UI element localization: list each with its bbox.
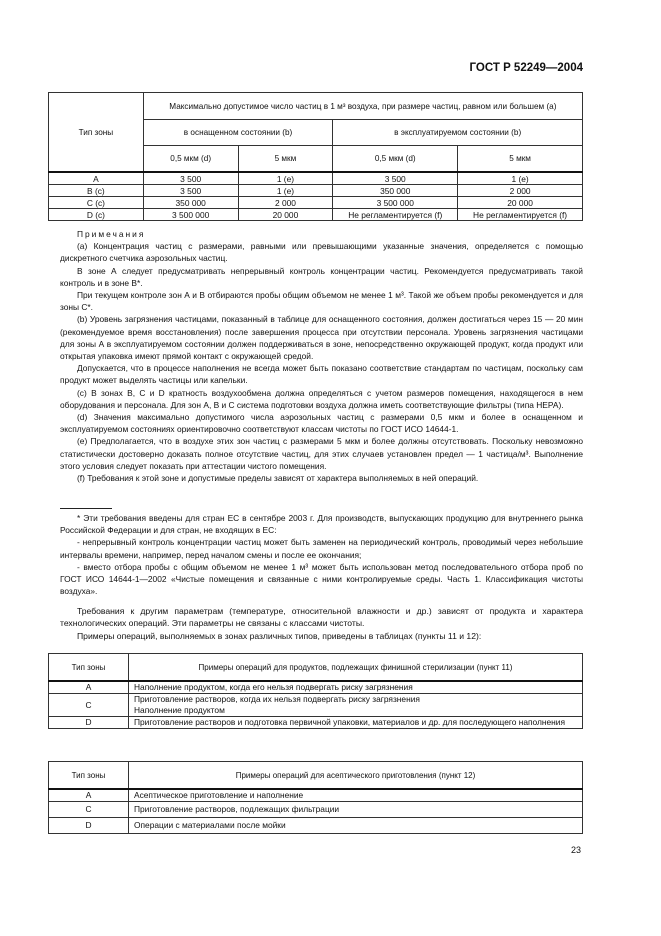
note-paragraph: При текущем контроле зон А и В отбираются пробы общим объемом не менее 1 м³. Такой же объем пробы рекомендуется и для зоны С*. (60, 290, 583, 313)
table-cell: D (c) (49, 209, 144, 221)
page-number: 23 (571, 845, 582, 855)
table-cell: 1 (e) (458, 172, 583, 185)
operation-cell: Наполнение продуктом, когда его нельзя подвергать риску загрязнения (129, 681, 583, 694)
operation-line: Приготовление растворов, когда их нельзя подвергать риску загрязнения (134, 694, 420, 704)
body-paragraph: Примеры операций, выполняемых в зонах различных типов, приведены в таблицах (пункты 11 и 12): (77, 630, 482, 641)
table-row (49, 789, 583, 802)
table-row (49, 172, 583, 185)
note-paragraph: (f) Требования к этой зоне и допустимые пределы зависят от характера выполняемых в ней операций. (77, 473, 479, 484)
table-cell: A (49, 172, 144, 185)
table-cell: 2 000 (458, 185, 583, 197)
table-cell: 20 000 (458, 197, 583, 209)
table-row (49, 185, 583, 197)
table-row (49, 717, 583, 729)
table-cell: 3 500 (143, 185, 238, 197)
table-cell: B (c) (49, 185, 144, 197)
note-paragraph: (a) Концентрация частиц с размерами, равными или превышающими указанные значения, определяется с помощью дискретного счетчика аэрозольных частиц. (60, 241, 583, 264)
column-header-operational: в эксплуатируемом состоянии (b) (333, 120, 583, 146)
table-cell: 3 500 000 (143, 209, 238, 221)
column-header-size: 5 мкм (238, 146, 333, 173)
column-header-examples: Примеры операций для асептического приготовления (пункт 12) (129, 762, 583, 790)
zone-cell: D (49, 717, 129, 729)
note-paragraph: Допускается, что в процессе наполнения не всегда может быть показано соответствие стандартам по частицам, поскольку сам продукт может выделять частицы или капельки. (60, 363, 583, 386)
column-header-size: 0,5 мкм (d) (333, 146, 458, 173)
column-header-max-particles: Максимально допустимое число частиц в 1 м³ воздуха, при размере частиц, равном или большем (а) (143, 93, 582, 120)
table-cell: 3 500 (333, 172, 458, 185)
table-cell: Не регламентируется (f) (458, 209, 583, 221)
notes-title: Примечания (77, 229, 146, 239)
table-cell: 2 000 (238, 197, 333, 209)
column-header-examples: Примеры операций для продуктов, подлежащих финишной стерилизации (пункт 11) (129, 654, 583, 682)
operation-line: Наполнение продуктом (134, 705, 225, 715)
table-row (49, 802, 583, 818)
footnote-paragraph: - непрерывный контроль концентрации частиц может быть заменен на периодический контроль, проводимый через небольшие интервалы времени, например, перед началом смены и после ее окончания; (60, 537, 583, 560)
table-cell: 20 000 (238, 209, 333, 221)
document-header: ГОСТ Р 52249—2004 (469, 62, 583, 74)
table-row (49, 681, 583, 694)
column-header-zone-type: Тип зоны (49, 93, 144, 173)
note-paragraph: (b) Уровень загрязнения частицами, показанный в таблице для оснащенного состояния, должен достигаться через 15 — 20 мин (рекомендуемое время восстановления) после завершения процесса при отсутствии персонала. Уровень загрязнения частицами для зоны А в эксплуатируемом состоянии должен поддерживаться в зоне, непосредственно окружающей продукт, когда продукт или открытая упаковка имеют прямой контакт с окружающей средой. (60, 314, 583, 362)
column-header-equipped: в оснащенном состоянии (b) (143, 120, 333, 146)
footnote-paragraph: - вместо отбора пробы с общим объемом не менее 1 м³ может быть использован метод последовательного отбора проб по ГОСТ ИСО 14644-1—2002 «Чистые помещения и связанные с ними контролируемые среды. Часть 1. Классификация чистоты воздуха». (60, 561, 583, 597)
table-notes (60, 228, 583, 484)
column-header-zone-type: Тип зоны (49, 654, 129, 682)
note-paragraph: В зоне А следует предусматривать непрерывный контроль концентрации частиц. Рекомендуется предусматривать такой контроль и в зоне В*. (60, 265, 583, 288)
operation-cell: Приготовление растворов и подготовка первичной упаковки, материалов и др. для последующего наполнения (129, 717, 583, 729)
table-row (49, 197, 583, 209)
column-header-size: 5 мкм (458, 146, 583, 173)
particle-limits-table (48, 92, 583, 221)
table-row (49, 209, 583, 221)
table-row (49, 694, 583, 717)
column-header-zone-type: Тип зоны (49, 762, 129, 790)
zone-cell: C (49, 802, 129, 818)
operation-cell (129, 694, 583, 717)
body-text (60, 605, 583, 642)
table-cell: 3 500 (143, 172, 238, 185)
aseptic-preparation-table (48, 761, 583, 834)
table-cell: C (c) (49, 197, 144, 209)
terminal-sterilization-table (48, 653, 583, 729)
table-row (49, 818, 583, 834)
note-paragraph: (c) В зонах В, С и D кратность воздухообмена должна определяться с учетом размеров помещения, находящегося в нем оборудования и персонала. Для зон А, В и С система подготовки воздуха должна иметь соответствующие фильтры (типа НЕРА). (60, 387, 583, 410)
footnote-divider (60, 508, 112, 509)
zone-cell: A (49, 681, 129, 694)
zone-cell: A (49, 789, 129, 802)
table-cell: 3 500 000 (333, 197, 458, 209)
table-cell: 350 000 (333, 185, 458, 197)
table-cell: 350 000 (143, 197, 238, 209)
zone-cell: D (49, 818, 129, 834)
operation-cell: Операции с материалами после мойки (129, 818, 583, 834)
table-cell: 1 (e) (238, 185, 333, 197)
table-cell: 1 (e) (238, 172, 333, 185)
operation-cell: Асептическое приготовление и наполнение (129, 789, 583, 802)
body-paragraph: Требования к другим параметрам (температуре, относительной влажности и др.) зависят от продукта и характера технологических операций. Эти параметры не связаны с классами чистоты. (60, 606, 583, 629)
footnote-paragraph: * Эти требования введены для стран ЕС в сентябре 2003 г. Для производств, выпускающих продукцию для внутреннего рынка Российской Федерации и для стран, не входящих в ЕС: (60, 513, 583, 536)
column-header-size: 0,5 мкм (d) (143, 146, 238, 173)
operation-cell: Приготовление растворов, подлежащих фильтрации (129, 802, 583, 818)
footnote (60, 512, 583, 597)
zone-cell: C (49, 694, 129, 717)
table-cell: Не регламентируется (f) (333, 209, 458, 221)
note-paragraph: (d) Значения максимально допустимого числа аэрозольных частиц с размерами 0,5 мкм и более в оснащенном и эксплуатируемом состояниях ориентировочно соответствуют классам чистоты по ГОСТ ИСО 14644-1. (60, 412, 583, 435)
note-paragraph: (e) Предполагается, что в воздухе этих зон частиц с размерами 5 мкм и более должны отсутствовать. Поскольку невозможно статистически достоверно доказать полное отсутствие частиц, для этих случаев установлен предел — 1 частица/м³. Выполнение этого условия следует показать при аттестации чистого помещения. (60, 436, 583, 471)
